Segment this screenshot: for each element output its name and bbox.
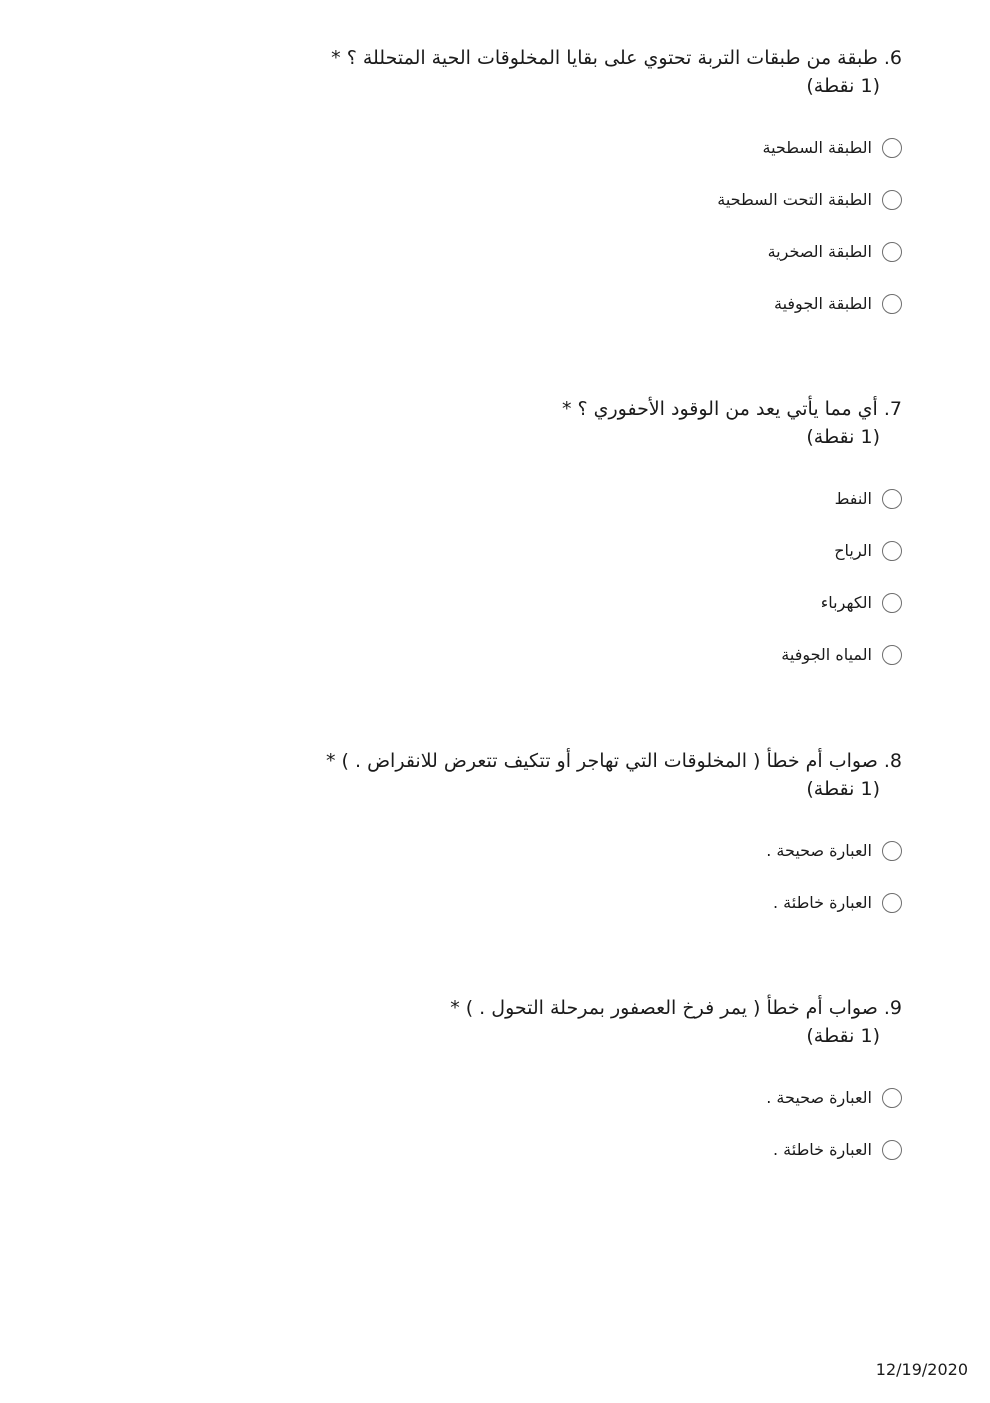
option-radio[interactable] xyxy=(82,473,902,525)
radio-circle-icon[interactable] xyxy=(882,1088,902,1108)
option-radio[interactable] xyxy=(82,278,902,330)
radio-circle-icon[interactable] xyxy=(882,645,902,665)
options-group xyxy=(82,825,902,929)
radio-circle-icon[interactable] xyxy=(882,1140,902,1160)
option-label: الطبقة الجوفية xyxy=(774,294,872,313)
radio-circle-icon[interactable] xyxy=(882,541,902,561)
option-radio[interactable] xyxy=(82,1072,902,1124)
option-radio[interactable] xyxy=(82,174,902,226)
option-label: العبارة خاطئة . xyxy=(772,893,872,912)
option-radio[interactable] xyxy=(82,226,902,278)
question-title: 8. صواب أم خطأ ( المخلوقات التي تهاجر أو تتكيف تتعرض للانقراض . ) * xyxy=(326,750,902,772)
option-radio[interactable] xyxy=(82,1124,902,1176)
radio-circle-icon[interactable] xyxy=(882,190,902,210)
option-radio[interactable] xyxy=(82,577,902,629)
question-title: 7. أي مما يأتي يعد من الوقود الأحفوري ؟ * xyxy=(561,398,902,420)
options-group xyxy=(82,473,902,681)
question-title: 9. صواب أم خطأ ( يمر فرخ العصفور بمرحلة التحول . ) * xyxy=(450,997,902,1019)
option-label: المياه الجوفية xyxy=(781,645,872,664)
option-radio[interactable] xyxy=(82,629,902,681)
question-points: (1 نقطة) xyxy=(806,426,880,448)
question-points: (1 نقطة) xyxy=(806,778,880,800)
radio-circle-icon[interactable] xyxy=(882,489,902,509)
question-title: 6. طبقة من طبقات التربة تحتوي على بقايا المخلوقات الحية المتحللة ؟ * xyxy=(331,47,902,69)
option-label: الكهرباء xyxy=(820,593,872,612)
options-group xyxy=(82,1072,902,1176)
question-8 xyxy=(82,747,902,929)
question-6 xyxy=(82,44,902,330)
option-radio[interactable] xyxy=(82,825,902,877)
option-label: الرياح xyxy=(834,541,872,560)
radio-circle-icon[interactable] xyxy=(882,893,902,913)
option-label: الطبقة الصخرية xyxy=(767,242,872,261)
radio-circle-icon[interactable] xyxy=(882,242,902,262)
option-label: النفط xyxy=(834,489,872,508)
footer-date: 12/19/2020 xyxy=(875,1360,968,1379)
question-7 xyxy=(82,395,902,681)
option-radio[interactable] xyxy=(82,877,902,929)
question-9 xyxy=(82,994,902,1176)
option-radio[interactable] xyxy=(82,122,902,174)
option-radio[interactable] xyxy=(82,525,902,577)
option-label: العبارة صحيحة . xyxy=(766,1088,872,1107)
option-label: العبارة خاطئة . xyxy=(772,1140,872,1159)
radio-circle-icon[interactable] xyxy=(882,841,902,861)
radio-circle-icon[interactable] xyxy=(882,138,902,158)
option-label: العبارة صحيحة . xyxy=(766,841,872,860)
radio-circle-icon[interactable] xyxy=(882,294,902,314)
option-label: الطبقة السطحية xyxy=(762,138,872,157)
question-points: (1 نقطة) xyxy=(806,75,880,97)
options-group xyxy=(82,122,902,330)
radio-circle-icon[interactable] xyxy=(882,593,902,613)
option-label: الطبقة التحت السطحية xyxy=(717,190,872,209)
question-points: (1 نقطة) xyxy=(806,1025,880,1047)
